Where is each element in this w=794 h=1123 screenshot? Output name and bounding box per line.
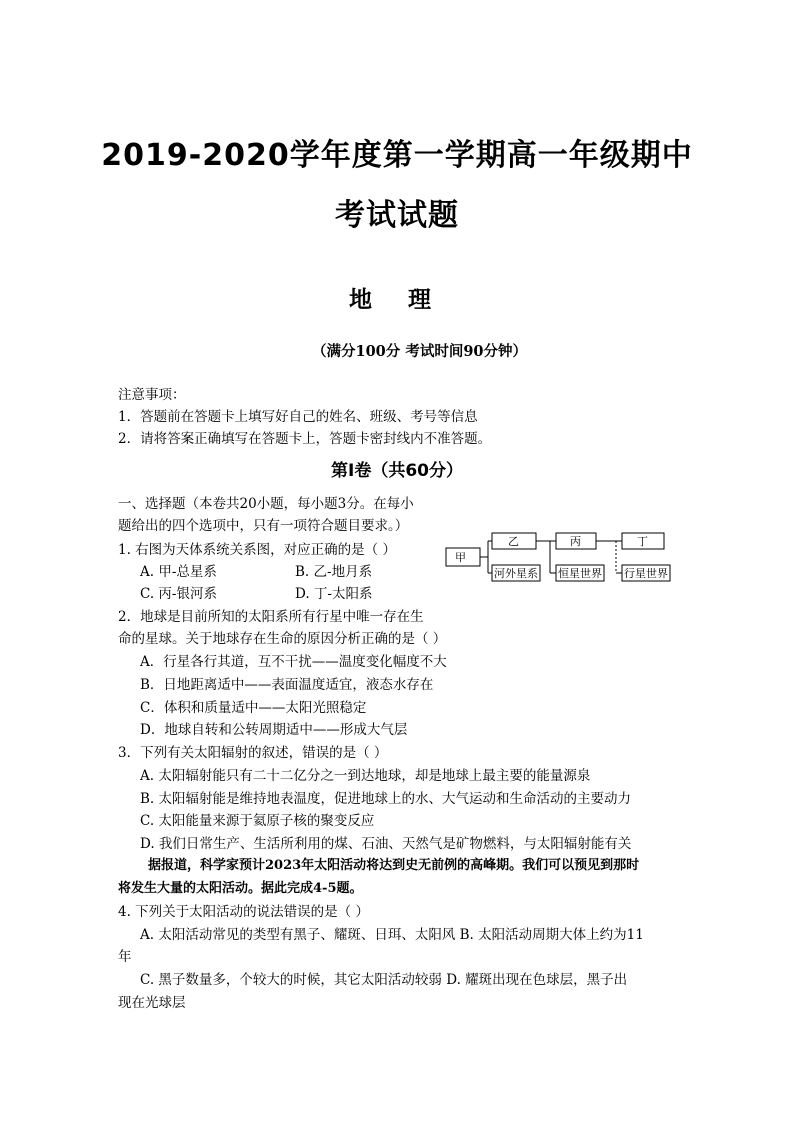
q4-stem: 4. 下列关于太阳活动的说法错误的是（ ） (118, 904, 369, 920)
notes-heading: 注意事项： (118, 387, 186, 403)
subject-title: 地 理 (348, 287, 445, 313)
q3-option-d: D. 我们日常生产、生活所利用的煤、石油、天然气是矿物燃料，与太阳辐射能有关 (140, 836, 632, 852)
q2-option-a: A．行星各行其道，互不干扰——温度变化幅度不大 (140, 654, 447, 670)
notes-item-1: 1．答题前在答题卡上填写好自己的姓名、班级、考号等信息 (118, 409, 478, 425)
q4-line-4: 现在光球层 (118, 995, 186, 1011)
diagram-label-bing: 丙 (570, 535, 581, 548)
q2-stem-line-2: 命的星球。关于地球存在生命的原因分析正确的是（ ） (118, 631, 447, 647)
material-line-2: 将发生大量的太阳活动。据此完成4-5题。 (118, 881, 363, 896)
diagram-label-ding: 丁 (637, 535, 648, 548)
section-title: 第Ⅰ卷（共60分） (331, 461, 463, 481)
title-line-1: 2019-2020学年度第一学期高一年级期中 (101, 138, 693, 173)
material-line-1: 据报道，科学家预计2023年太阳活动将达到史无前例的高峰期。我们可以预见到那时 (148, 858, 640, 873)
q1-option-a: A. 甲-总星系 (140, 564, 217, 580)
q3-stem: 3．下列有关太阳辐射的叙述，错误的是（ ） (118, 745, 388, 761)
q4-line-3: C. 黑子数量多，个较大的时候，其它太阳活动较弱 D. 耀斑出现在色球层，黑子出 (140, 972, 628, 988)
q3-option-b: B. 太阳辐射能是维持地表温度，促进地球上的水、大气运动和生命活动的主要动力 (140, 791, 632, 807)
notes-item-2: 2．请将答案正确填写在答题卡上，答题卡密封线内不准答题。 (118, 431, 492, 447)
q1-option-b: B. 乙-地月系 (295, 564, 373, 580)
diagram-label-hengxing: 恒星世界 (558, 567, 602, 580)
q1-option-d: D. 丁-太阳系 (295, 586, 373, 602)
diagram-label-jia: 甲 (455, 551, 466, 564)
score-info: （满分100分 考试时间90分钟） (312, 343, 527, 360)
diagram-label-hewai: 河外星系 (494, 567, 538, 580)
q3-option-c: C. 太阳能量来源于氦原子核的聚变反应 (140, 813, 375, 829)
diagram-label-xingxing: 行星世界 (624, 567, 668, 580)
q1-stem: 1. 右图为天体系统关系图，对应正确的是（ ） (118, 542, 396, 558)
q4-line-1: A. 太阳活动常见的类型有黑子、耀斑、日珥、太阳风 B. 太阳活动周期大体上约为11 (140, 927, 644, 943)
q2-option-d: D．地球自转和公转周期适中——形成大气层 (140, 722, 408, 738)
q2-option-b: B．日地距离适中——表面温度适宜，液态水存在 (140, 677, 434, 693)
q4-line-2: 年 (118, 949, 132, 965)
section-intro-line-2: 题给出的四个选项中，只有一项符合题目要求。） (118, 518, 409, 534)
q2-stem-line-1: 2．地球是目前所知的太阳系所有行星中唯一存在生 (118, 609, 424, 625)
q2-option-c: C．体积和质量适中——太阳光照稳定 (140, 700, 367, 716)
title-line-2: 考试试题 (335, 198, 459, 233)
diagram-label-yi: 乙 (508, 535, 519, 548)
q3-option-a: A. 太阳辐射能只有二十二亿分之一到达地球，却是地球上最主要的能量源泉 (140, 768, 591, 784)
celestial-system-diagram (440, 527, 680, 587)
section-intro-line-1: 一、选择题（本卷共20小题，每小题3分。在每小 (118, 496, 414, 512)
q1-option-c: C. 丙-银河系 (140, 586, 217, 602)
